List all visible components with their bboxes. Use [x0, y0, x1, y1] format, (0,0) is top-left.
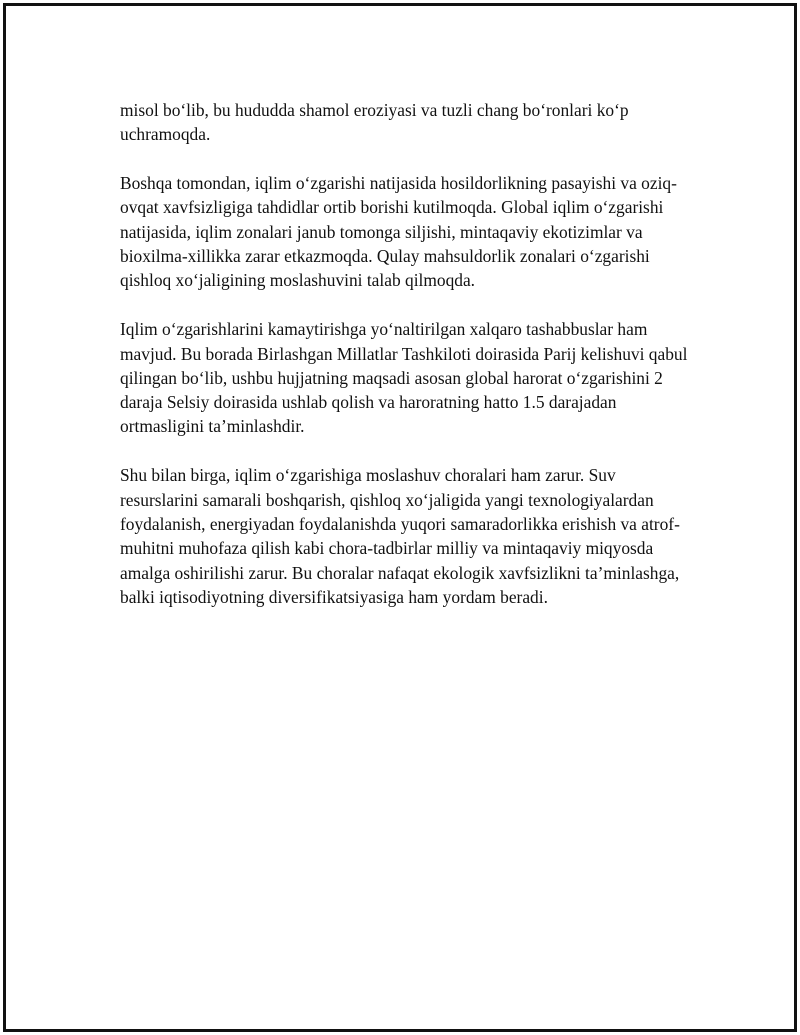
document-page [3, 3, 797, 1032]
document-body [120, 98, 695, 634]
paragraph-2: Boshqa tomondan, iqlim o‘zgarishi natijasida hosildorlikning pasayishi va oziq-ovqat xavfsizligiga tahdidlar ortib borishi kutilmoqda. Global iqlim o‘zgarishi natijasida, iqlim zonalari janub tomonga siljishi, mintaqaviy ekotizimlar va bioxilma-xillikka zarar etkazmoqda. Qulay mahsuldorlik zonalari o‘zgarishi qishloq xo‘jaligining moslashuvini talab qilmoqda. [120, 173, 677, 291]
paragraph-1: misol bo‘lib, bu hududda shamol eroziyasi va tuzli chang bo‘ronlari ko‘p uchramoqda. [120, 100, 629, 145]
paragraph-3: Iqlim o‘zgarishlarini kamaytirishga yo‘naltirilgan xalqaro tashabbuslar ham mavjud. Bu borada Birlashgan Millatlar Tashkiloti doirasida Parij kelishuvi qabul qilingan bo‘lib, ushbu hujjatning maqsadi asosan global harorat o‘zgarishini 2 daraja Selsiy doirasida ushlab qolish va haroratning hatto 1.5 darajadan ortmasligini ta’minlashdir. [120, 319, 688, 437]
paragraph-4: Shu bilan birga, iqlim o‘zgarishiga moslashuv choralari ham zarur. Suv resurslarini samarali boshqarish, qishloq xo‘jaligida yangi texnologiyalardan foydalanish, energiyadan foydalanishda yuqori samaradorlikka erishish va atrof-muhitni muhofaza qilish kabi chora-tadbirlar milliy va mintaqaviy miqyosda amalga oshirilishi zarur. Bu choralar nafaqat ekologik xavfsizlikni ta’minlashga, balki iqtisodiyotning diversifikatsiyasiga ham yordam beradi. [120, 465, 680, 607]
